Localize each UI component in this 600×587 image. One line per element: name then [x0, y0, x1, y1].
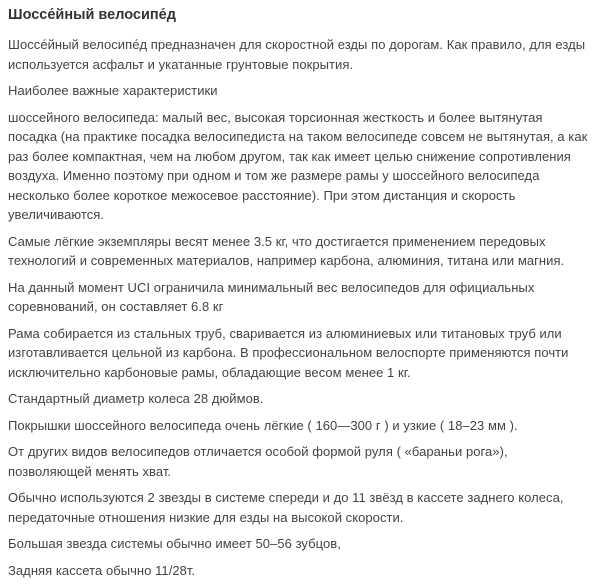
paragraph-key-features-heading: Наиболее важные характеристики [8, 83, 218, 98]
paragraph-wheel-diameter: Стандартный диаметр колеса 28 дюймов. [8, 391, 264, 406]
paragraph-tires: Покрышки шоссейного велосипеда очень лёгкие ( 160—300 г ) и узкие ( 18–23 мм ). [8, 417, 518, 433]
paragraph-frame: Рама собирается из стальных труб, сваривается из алюминиевых или титановых труб или изготавливается цельной из карбона. В профессиональном велоспорте применяются почти исключительно карбоновые рамы, обладающие весом менее 1 кг. [8, 325, 569, 380]
paragraph-uci-limit: На данный момент UCI ограничила минимальный вес велосипедов для официальных соревнований, он составляет 6.8 кг [8, 279, 535, 314]
article [8, 6, 594, 587]
paragraph-intro: Шоссе́йный велосипе́д предназначен для скоростной езды по дорогам. Как правило, для езды используется асфальт и укатанные грунтовые покрытия. [8, 37, 586, 72]
paragraph-characteristics: шоссейного велосипеда: малый вес, высокая торсионная жесткость и более вытянутая посадка (на практике посадка велосипедиста на таком велосипеде совсем не вытянутая, а как раз более компактная, чем на любом другом, так как имеет целью снижение сопротивления воздуха. Именно поэтому при одном и том же размере рамы у шоссейного велосипеда несколько более короткое межосевое расстояние). При этом дистанция и скорость увеличиваются. [8, 109, 588, 222]
article-title: Шоссе́йный велосипе́д [8, 7, 176, 23]
paragraph-handlebar: От других видов велосипедов отличается особой формой руля ( «бараньи рога»), позволяющей менять хват. [8, 444, 508, 479]
paragraph-weight: Самые лёгкие экземпляры весят менее 3.5 кг, что достигается применением передовых технологий и современных материалов, например карбона, алюминия, титана или магния. [8, 233, 565, 268]
paragraph-chainring: Большая звезда системы обычно имеет 50–56 зубцов, [8, 536, 341, 551]
paragraph-cassette: Задняя кассета обычно 11/28т. [8, 562, 196, 578]
paragraph-gearing: Обычно используются 2 звезды в системе спереди и до 11 звёзд в кассете заднего колеса, передаточные отношения низкие для езды на высокой скорости. [8, 490, 564, 525]
